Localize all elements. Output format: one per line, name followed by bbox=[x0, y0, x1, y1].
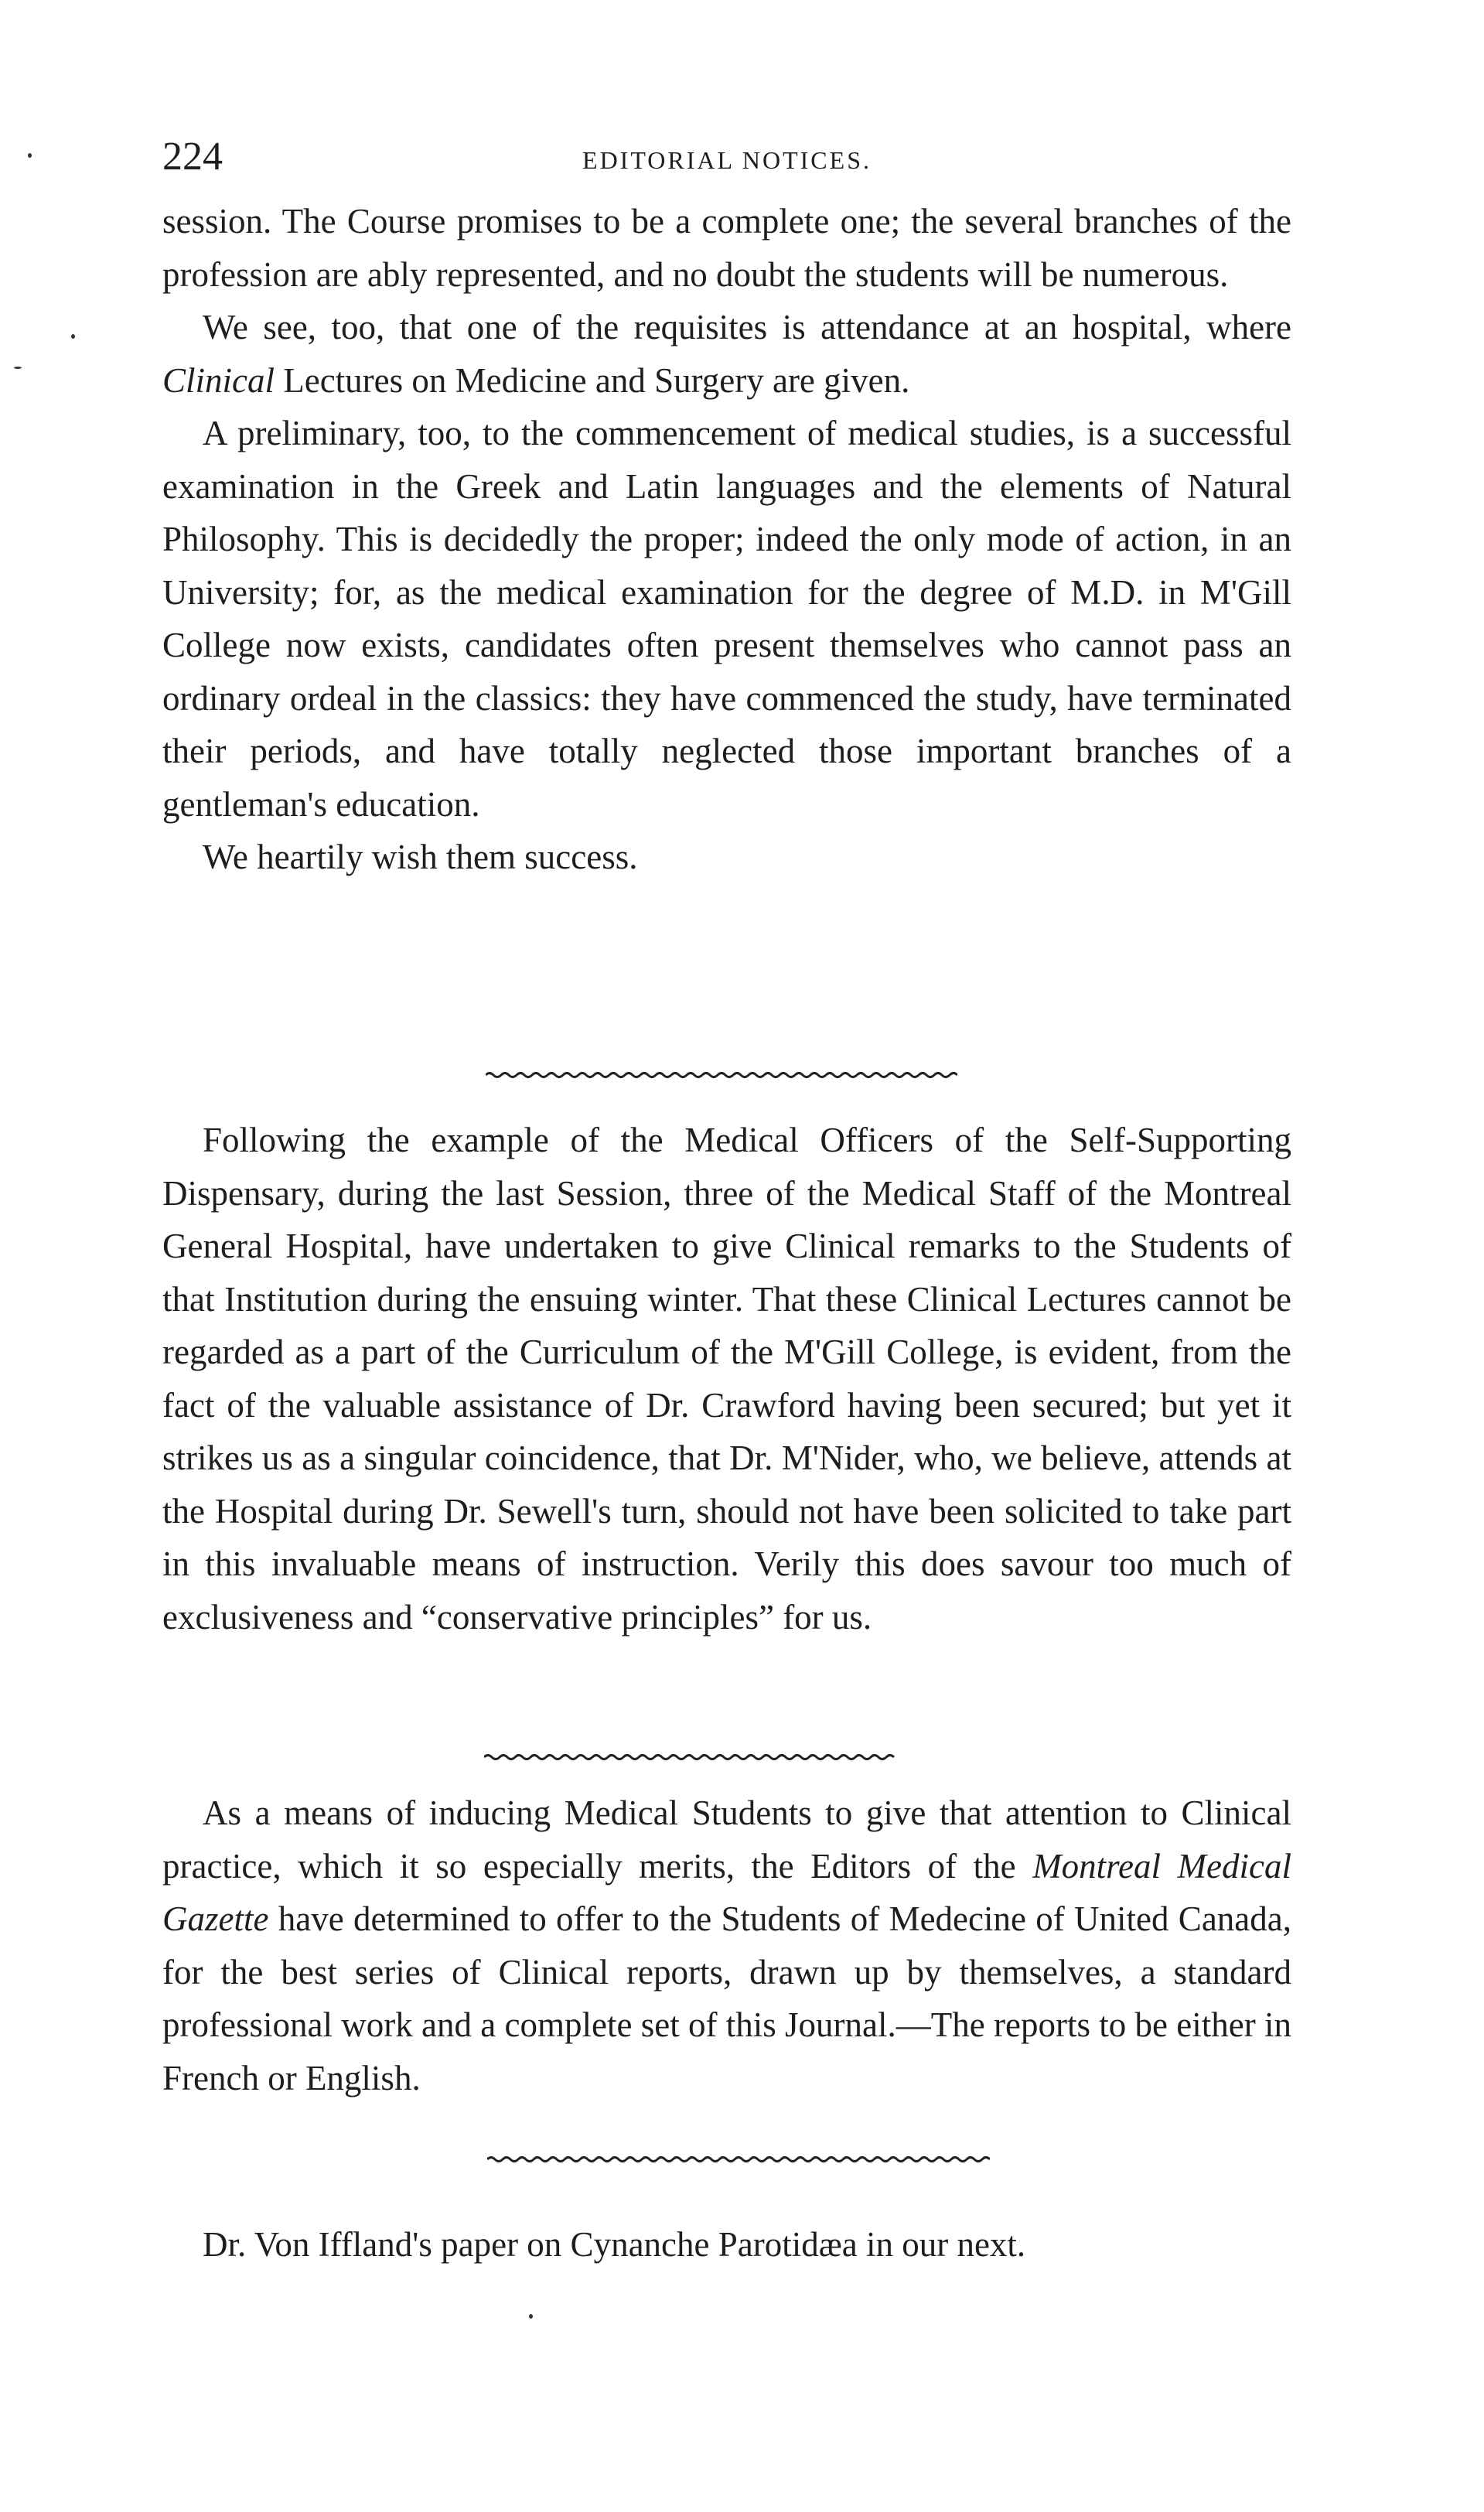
journal-title: Montreal Medical Gazette bbox=[162, 1846, 1291, 1938]
page-header bbox=[162, 130, 1291, 184]
paragraph-text: As a means of inducing Medical Students to give that attention to Clinical practice, which it so especially merits, the Editors of the bbox=[162, 1794, 1291, 1886]
paragraph: We heartily wish them success. bbox=[203, 838, 638, 876]
section-curriculum bbox=[162, 195, 1291, 884]
running-head: EDITORIAL NOTICES. bbox=[582, 146, 872, 174]
paragraph-text: have determined to offer to the Students of Medecine of United Canada, for the best series of Clinical reports, drawn up by themselves, a standard professional work and a complete set of this Journal.—The reports to be either in French or English. bbox=[162, 1899, 1291, 2097]
paragraph-text: We see, too, that one of the requisites is attendance at an hospital, where bbox=[203, 308, 1291, 346]
section-clinical-reports bbox=[162, 1787, 1291, 2104]
paragraph bbox=[162, 301, 1291, 407]
paragraph bbox=[162, 1787, 1291, 2104]
paragraph-text: Lectures on Medicine and Surgery are given. bbox=[275, 360, 910, 400]
section-divider bbox=[486, 1070, 957, 1080]
paragraph: session. The Course promises to be a complete one; the several branches of the profession are ably represented, and no doubt the students will be numerous. bbox=[162, 202, 1291, 294]
section-divider bbox=[484, 1753, 897, 1762]
stray-ink-mark bbox=[14, 367, 22, 369]
stray-ink-mark bbox=[71, 334, 75, 339]
paragraph: Dr. Von Iffland's paper on Cynanche Parotidæa in our next. bbox=[203, 2225, 1026, 2264]
section-notice bbox=[162, 2218, 1291, 2271]
italic-term: Clinical bbox=[162, 360, 275, 400]
section-divider bbox=[487, 2155, 990, 2164]
stray-ink-mark bbox=[28, 153, 32, 158]
paragraph: A preliminary, too, to the commencement of medical studies, is a successful examination in the Greek and Latin languages and the elements of Natural Philosophy. This is decidedly the proper; indeed the only mode of action, in an University; for, as the medical examination for the degree of M.D. in M'Gill College now exists, candidates often present themselves who cannot pass an ordinary ordeal in the classics: they have commenced the study, have terminated their periods, and have totally neglected those important branches of a gentleman's education. bbox=[162, 414, 1291, 824]
paragraph: Following the example of the Medical Officers of the Self-Supporting Dispensary, during the last Session, three of the Medical Staff of the Montreal General Hospital, have undertaken to give Clinical remarks to the Students of that Institution during the ensuing winter. That these Clinical Lectures cannot be regarded as a part of the Curriculum of the M'Gill College, is evident, from the fact of the valuable assistance of Dr. Crawford having been secured; but yet it strikes us as a singular coincidence, that Dr. M'Nider, who, we believe, attends at the Hospital during Dr. Sewell's turn, should not have been solicited to take part in this invaluable means of instruction. Verily this does savour too much of exclusiveness and “conservative principles” for us. bbox=[162, 1121, 1291, 1637]
page-number: 224 bbox=[162, 135, 223, 179]
stray-ink-mark bbox=[529, 2314, 533, 2319]
section-clinical-lectures bbox=[162, 1114, 1291, 1643]
